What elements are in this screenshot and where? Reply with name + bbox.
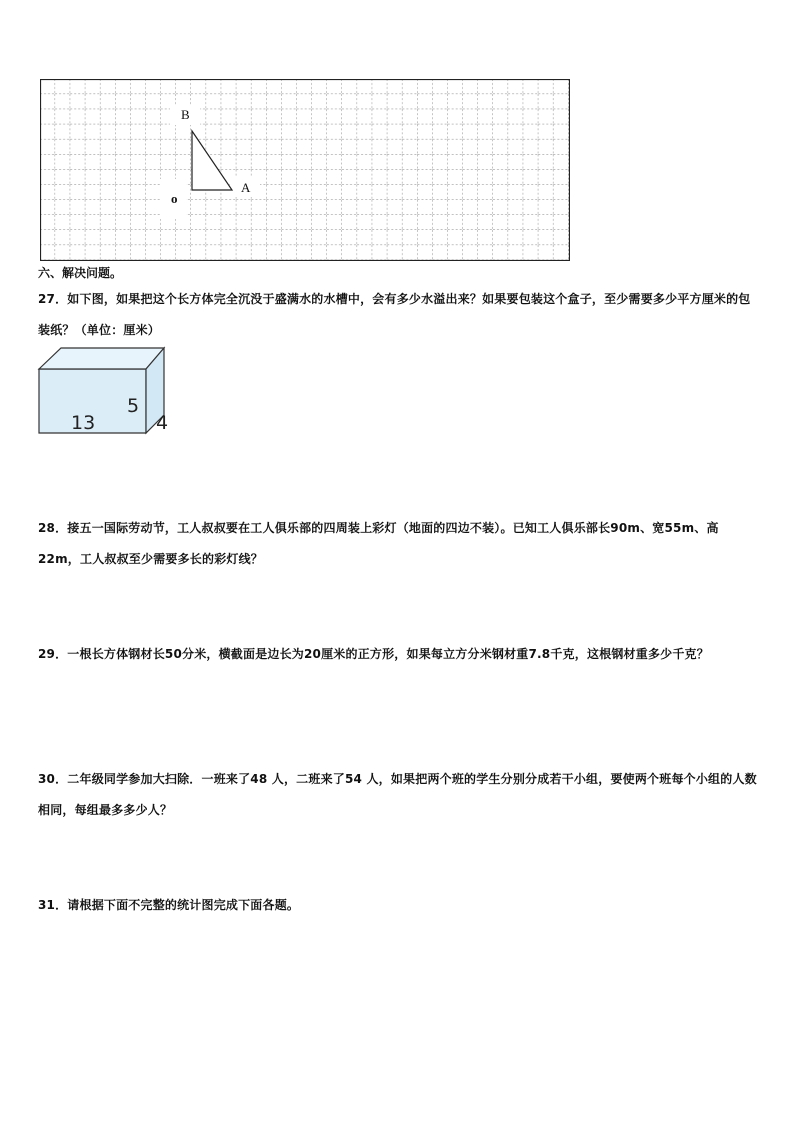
cuboid-figure [36, 345, 176, 437]
question-29: 29．一根长方体钢材长50分米，横截面是边长为20厘米的正方形，如果每立方分米钢材重7.8千克，这根钢材重多少千克？ [38, 647, 709, 661]
question-31: 31．请根据下面不完整的统计图完成下面各题。 [38, 898, 300, 912]
height-label: 5 [127, 395, 140, 417]
grid-svg [40, 79, 570, 261]
section-heading: 六、解决问题。 [38, 266, 123, 280]
label-a: A [238, 180, 253, 196]
cuboid-svg [36, 345, 176, 437]
grid-area [41, 80, 570, 261]
cuboid-top [39, 348, 164, 369]
width-label: 4 [156, 412, 169, 434]
question-30: 30．二年级同学参加大扫除．一班来了48 人，二班来了54 人，如果把两个班的学生分别分成若干小组，要使两个班每个小组的人数相同，每组最多多少人？ [38, 772, 757, 817]
label-o: o [168, 191, 181, 207]
length-label: 13 [71, 412, 96, 434]
question-28: 28．接五一国际劳动节，工人叔叔要在工人俱乐部的四周装上彩灯（地面的四边不装）。已知工人俱乐部长90m、宽55m、高22m，工人叔叔至少需要多长的彩灯线？ [38, 521, 719, 566]
question-27: 27．如下图，如果把这个长方体完全沉没于盛满水的水槽中，会有多少水溢出来？如果要包装这个盒子，至少需要多少平方厘米的包装纸？（单位：厘米） [38, 292, 751, 337]
label-b: B [178, 107, 193, 123]
grid-figure [40, 79, 570, 261]
